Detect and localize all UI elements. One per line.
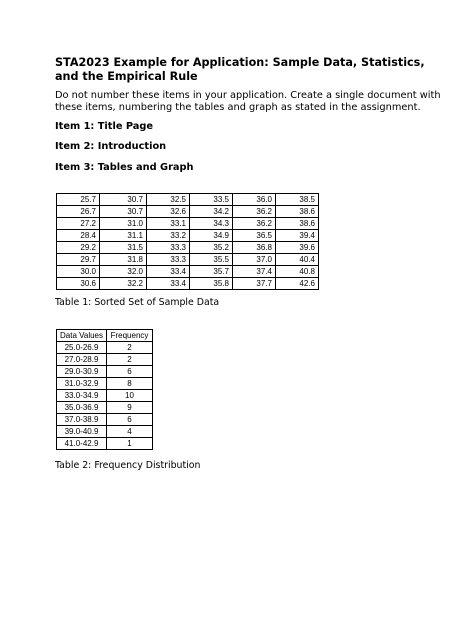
table-cell: 39.4 bbox=[276, 230, 319, 242]
table-cell: 31.8 bbox=[100, 254, 147, 266]
table-cell: 33.3 bbox=[147, 254, 190, 266]
table-cell: 33.2 bbox=[147, 230, 190, 242]
table-row bbox=[57, 342, 153, 354]
table-cell: 37.0 bbox=[233, 254, 276, 266]
document-title: STA2023 Example for Application: Sample Data, Statistics, and the Empirical Rule bbox=[55, 56, 425, 83]
table-cell: 35.8 bbox=[190, 278, 233, 290]
table-row bbox=[57, 206, 319, 218]
data-values-cell: 27.0-28.9 bbox=[57, 354, 107, 366]
table2-caption: Table 2: Frequency Distribution bbox=[55, 460, 201, 471]
data-values-cell: 31.0-32.9 bbox=[57, 378, 107, 390]
table-cell: 35.5 bbox=[190, 254, 233, 266]
data-values-cell: 35.0-36.9 bbox=[57, 402, 107, 414]
table-cell: 38.6 bbox=[276, 218, 319, 230]
table-cell: 35.7 bbox=[190, 266, 233, 278]
table-cell: 28.4 bbox=[57, 230, 100, 242]
column-header-frequency: Frequency bbox=[107, 330, 153, 342]
table-row bbox=[57, 266, 319, 278]
table-cell: 29.7 bbox=[57, 254, 100, 266]
intro-paragraph: Do not number these items in your application. Create a single document with these items, numbering the tables and graph as stated in the assignment. bbox=[55, 90, 441, 113]
table-row bbox=[57, 414, 153, 426]
table-row bbox=[57, 390, 153, 402]
table-row bbox=[57, 230, 319, 242]
table1-caption: Table 1: Sorted Set of Sample Data bbox=[55, 297, 220, 308]
frequency-cell: 2 bbox=[107, 354, 153, 366]
item-introduction: Item 2: Introduction bbox=[55, 141, 167, 152]
table-cell: 37.4 bbox=[233, 266, 276, 278]
table-cell: 31.0 bbox=[100, 218, 147, 230]
data-values-cell: 25.0-26.9 bbox=[57, 342, 107, 354]
table-cell: 38.5 bbox=[276, 194, 319, 206]
table-cell: 33.4 bbox=[147, 266, 190, 278]
frequency-cell: 9 bbox=[107, 402, 153, 414]
frequency-cell: 8 bbox=[107, 378, 153, 390]
table-row bbox=[57, 218, 319, 230]
table-cell: 40.4 bbox=[276, 254, 319, 266]
frequency-cell: 6 bbox=[107, 366, 153, 378]
table-cell: 42.6 bbox=[276, 278, 319, 290]
table-cell: 36.5 bbox=[233, 230, 276, 242]
table-cell: 26.7 bbox=[57, 206, 100, 218]
frequency-cell: 4 bbox=[107, 426, 153, 438]
table-cell: 32.0 bbox=[100, 266, 147, 278]
table-row bbox=[57, 242, 319, 254]
data-values-cell: 39.0-40.9 bbox=[57, 426, 107, 438]
table-row bbox=[57, 438, 153, 450]
table-row bbox=[57, 402, 153, 414]
table-cell: 36.2 bbox=[233, 218, 276, 230]
table-row bbox=[57, 354, 153, 366]
table-cell: 35.2 bbox=[190, 242, 233, 254]
table-cell: 25.7 bbox=[57, 194, 100, 206]
table-cell: 34.3 bbox=[190, 218, 233, 230]
table-cell: 33.3 bbox=[147, 242, 190, 254]
frequency-cell: 1 bbox=[107, 438, 153, 450]
data-values-cell: 29.0-30.9 bbox=[57, 366, 107, 378]
table-cell: 31.1 bbox=[100, 230, 147, 242]
table-cell: 32.2 bbox=[100, 278, 147, 290]
item-tables-and-graph: Item 3: Tables and Graph bbox=[55, 162, 194, 173]
table-row bbox=[57, 278, 319, 290]
table-cell: 40.8 bbox=[276, 266, 319, 278]
table-cell: 29.2 bbox=[57, 242, 100, 254]
table-cell: 36.2 bbox=[233, 206, 276, 218]
column-header-data-values: Data Values bbox=[57, 330, 107, 342]
frequency-cell: 2 bbox=[107, 342, 153, 354]
table-cell: 34.9 bbox=[190, 230, 233, 242]
table-row bbox=[57, 426, 153, 438]
table-cell: 30.0 bbox=[57, 266, 100, 278]
table-cell: 30.7 bbox=[100, 206, 147, 218]
table-cell: 33.1 bbox=[147, 218, 190, 230]
frequency-cell: 6 bbox=[107, 414, 153, 426]
table-cell: 33.5 bbox=[190, 194, 233, 206]
data-values-cell: 41.0-42.9 bbox=[57, 438, 107, 450]
data-values-cell: 37.0-38.9 bbox=[57, 414, 107, 426]
table-header-row bbox=[57, 330, 153, 342]
frequency-distribution-table bbox=[56, 329, 153, 450]
table-cell: 27.2 bbox=[57, 218, 100, 230]
table-cell: 30.7 bbox=[100, 194, 147, 206]
table-row bbox=[57, 194, 319, 206]
table-row bbox=[57, 254, 319, 266]
table-cell: 36.0 bbox=[233, 194, 276, 206]
table-cell: 34.2 bbox=[190, 206, 233, 218]
table-cell: 30.6 bbox=[57, 278, 100, 290]
table-cell: 39.6 bbox=[276, 242, 319, 254]
table-cell: 38.6 bbox=[276, 206, 319, 218]
table-cell: 37.7 bbox=[233, 278, 276, 290]
table-cell: 32.6 bbox=[147, 206, 190, 218]
frequency-cell: 10 bbox=[107, 390, 153, 402]
table-cell: 31.5 bbox=[100, 242, 147, 254]
sample-data-table bbox=[56, 193, 319, 290]
table-cell: 36.8 bbox=[233, 242, 276, 254]
table-cell: 33.4 bbox=[147, 278, 190, 290]
table-row bbox=[57, 378, 153, 390]
data-values-cell: 33.0-34.9 bbox=[57, 390, 107, 402]
table-cell: 32.5 bbox=[147, 194, 190, 206]
item-title-page: Item 1: Title Page bbox=[55, 121, 154, 132]
table-row bbox=[57, 366, 153, 378]
